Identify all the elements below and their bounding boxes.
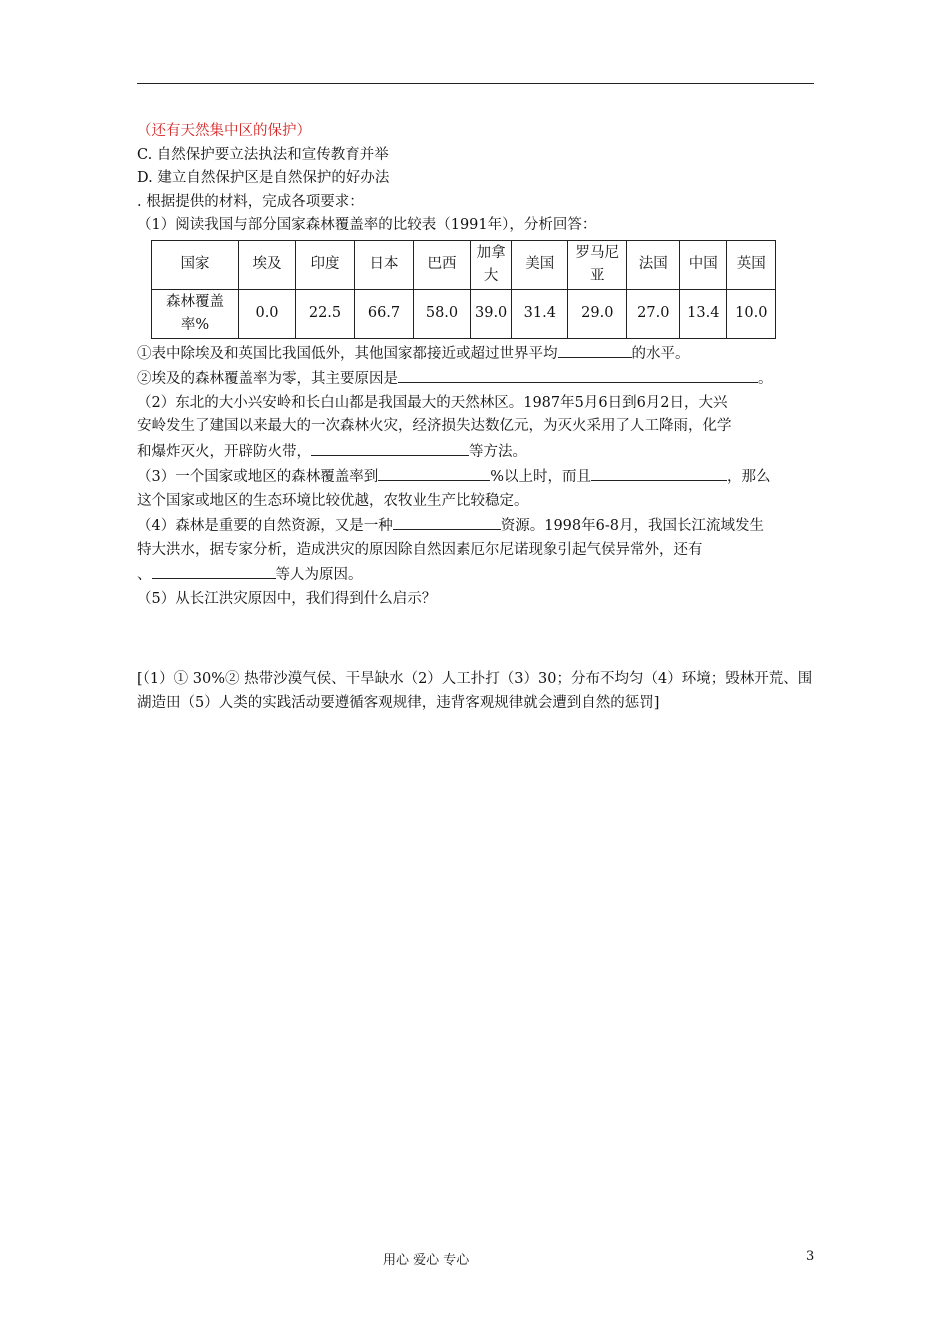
table-country-cell: 日本 <box>355 240 414 289</box>
red-note: （还有天然集中区的保护） <box>137 123 311 139</box>
option-c: C. 自然保护要立法执法和宣传教育并举 <box>137 146 389 163</box>
question-intro: . 根据提供的材料，完成各项要求： <box>137 193 364 210</box>
q4-line1 <box>137 513 814 539</box>
page-number: 3 <box>806 1249 815 1264</box>
footer-motto: 用心 爱心 专心 <box>383 1253 470 1268</box>
answer-blank[interactable] <box>152 562 276 579</box>
answer-blank[interactable] <box>398 366 758 383</box>
q2-line3-tail: 等方法。 <box>469 443 527 460</box>
table-value-cell: 29.0 <box>568 289 627 338</box>
page-content <box>137 120 814 715</box>
answer-blank[interactable] <box>591 464 727 481</box>
q1-a <box>137 341 814 367</box>
table-header-label: 国家 <box>152 240 239 289</box>
table-row-label: 森林覆盖率% <box>152 289 239 338</box>
table-value-cell: 0.0 <box>239 289 296 338</box>
q1-a-text: ①表中除埃及和英国比我国低外，其他国家都接近或超过世界平均 <box>137 345 558 362</box>
answer-blank[interactable] <box>378 464 490 481</box>
q3-line1-tail: ，那么 <box>727 469 771 485</box>
table-value-cell: 58.0 <box>414 289 471 338</box>
q1-intro: （1）阅读我国与部分国家森林覆盖率的比较表（1991年），分析回答： <box>137 217 597 233</box>
table-header-row <box>152 240 776 289</box>
q4-line3 <box>137 562 814 588</box>
q5: （5）从长江洪灾原因中，我们得到什么启示？ <box>137 590 437 607</box>
table-value-cell: 27.0 <box>627 289 680 338</box>
table-value-row <box>152 289 776 338</box>
q1-b-tail: 。 <box>758 371 773 387</box>
table-value-cell: 10.0 <box>727 289 776 338</box>
table-country-cell: 法国 <box>627 240 680 289</box>
q4-line3-tail: 等人为原因。 <box>275 567 363 583</box>
option-d: D. 建立自然保护区是自然保护的好办法 <box>137 170 390 186</box>
q4-line1-text: （4）森林是重要的自然资源，又是一种 <box>137 518 393 534</box>
table-country-cell: 英国 <box>727 240 776 289</box>
table-value-cell: 13.4 <box>680 289 727 338</box>
q1-b-text: ②埃及的森林覆盖率为零，其主要原因是 <box>137 371 398 387</box>
table-country-cell: 印度 <box>296 240 355 289</box>
q3-line1 <box>137 464 814 490</box>
table-country-cell: 加拿大 <box>471 240 512 289</box>
q1-a-tail: 的水平。 <box>631 345 690 362</box>
forest-coverage-table <box>151 240 776 339</box>
q3-line2: 这个国家或地区的生态环境比较优越，农牧业生产比较稳定。 <box>137 492 529 509</box>
q2-line3 <box>137 439 814 465</box>
table-value-cell: 66.7 <box>355 289 414 338</box>
answer-blank[interactable] <box>393 513 501 530</box>
table-country-cell: 美国 <box>512 240 568 289</box>
q2-line1: （2）东北的大小兴安岭和长白山都是我国最大的天然林区。1987年5月6日到6月2日，大兴 <box>137 394 728 411</box>
q2-line2: 安岭发生了建国以来最大的一次森林火灾，经济损失达数亿元，为灭火采用了人工降雨，化学 <box>137 418 732 434</box>
answer-line1: [（1）① 30%② 热带沙漠气侯、干旱缺水（2）人工扑打（3）30；分布不均匀（4）环境；毁林开荒、围 <box>137 671 813 687</box>
answer-blank[interactable] <box>311 439 469 456</box>
table-value-cell: 31.4 <box>512 289 568 338</box>
q3-line1-text: （3）一个国家或地区的森林覆盖率到 <box>137 469 379 485</box>
q3-line1-mid: %以上时，而且 <box>490 469 592 485</box>
header-rule <box>137 83 814 84</box>
table-country-cell: 罗马尼亚 <box>568 240 627 289</box>
table-country-cell: 巴西 <box>414 240 471 289</box>
answer-blank[interactable] <box>558 341 632 358</box>
q2-line3-text: 和爆炸灭火，开辟防火带， <box>137 443 311 460</box>
q4-line3-text: 、 <box>137 567 152 583</box>
table-country-cell: 中国 <box>680 240 727 289</box>
q4-line1-tail: 资源。1998年6-8月，我国长江流域发生 <box>500 518 764 534</box>
answer-block <box>137 668 814 715</box>
q1-b <box>137 366 814 392</box>
table-value-cell: 39.0 <box>471 289 512 338</box>
q4-line2: 特大洪水，据专家分析，造成洪灾的原因除自然因素厄尔尼诺现象引起气侯异常外，还有 <box>137 541 703 558</box>
table-country-cell: 埃及 <box>239 240 296 289</box>
table-value-cell: 22.5 <box>296 289 355 338</box>
answer-line2: 湖造田（5）人类的实践活动要遵循客观规律，违背客观规律就会遭到自然的惩罚] <box>137 694 660 711</box>
